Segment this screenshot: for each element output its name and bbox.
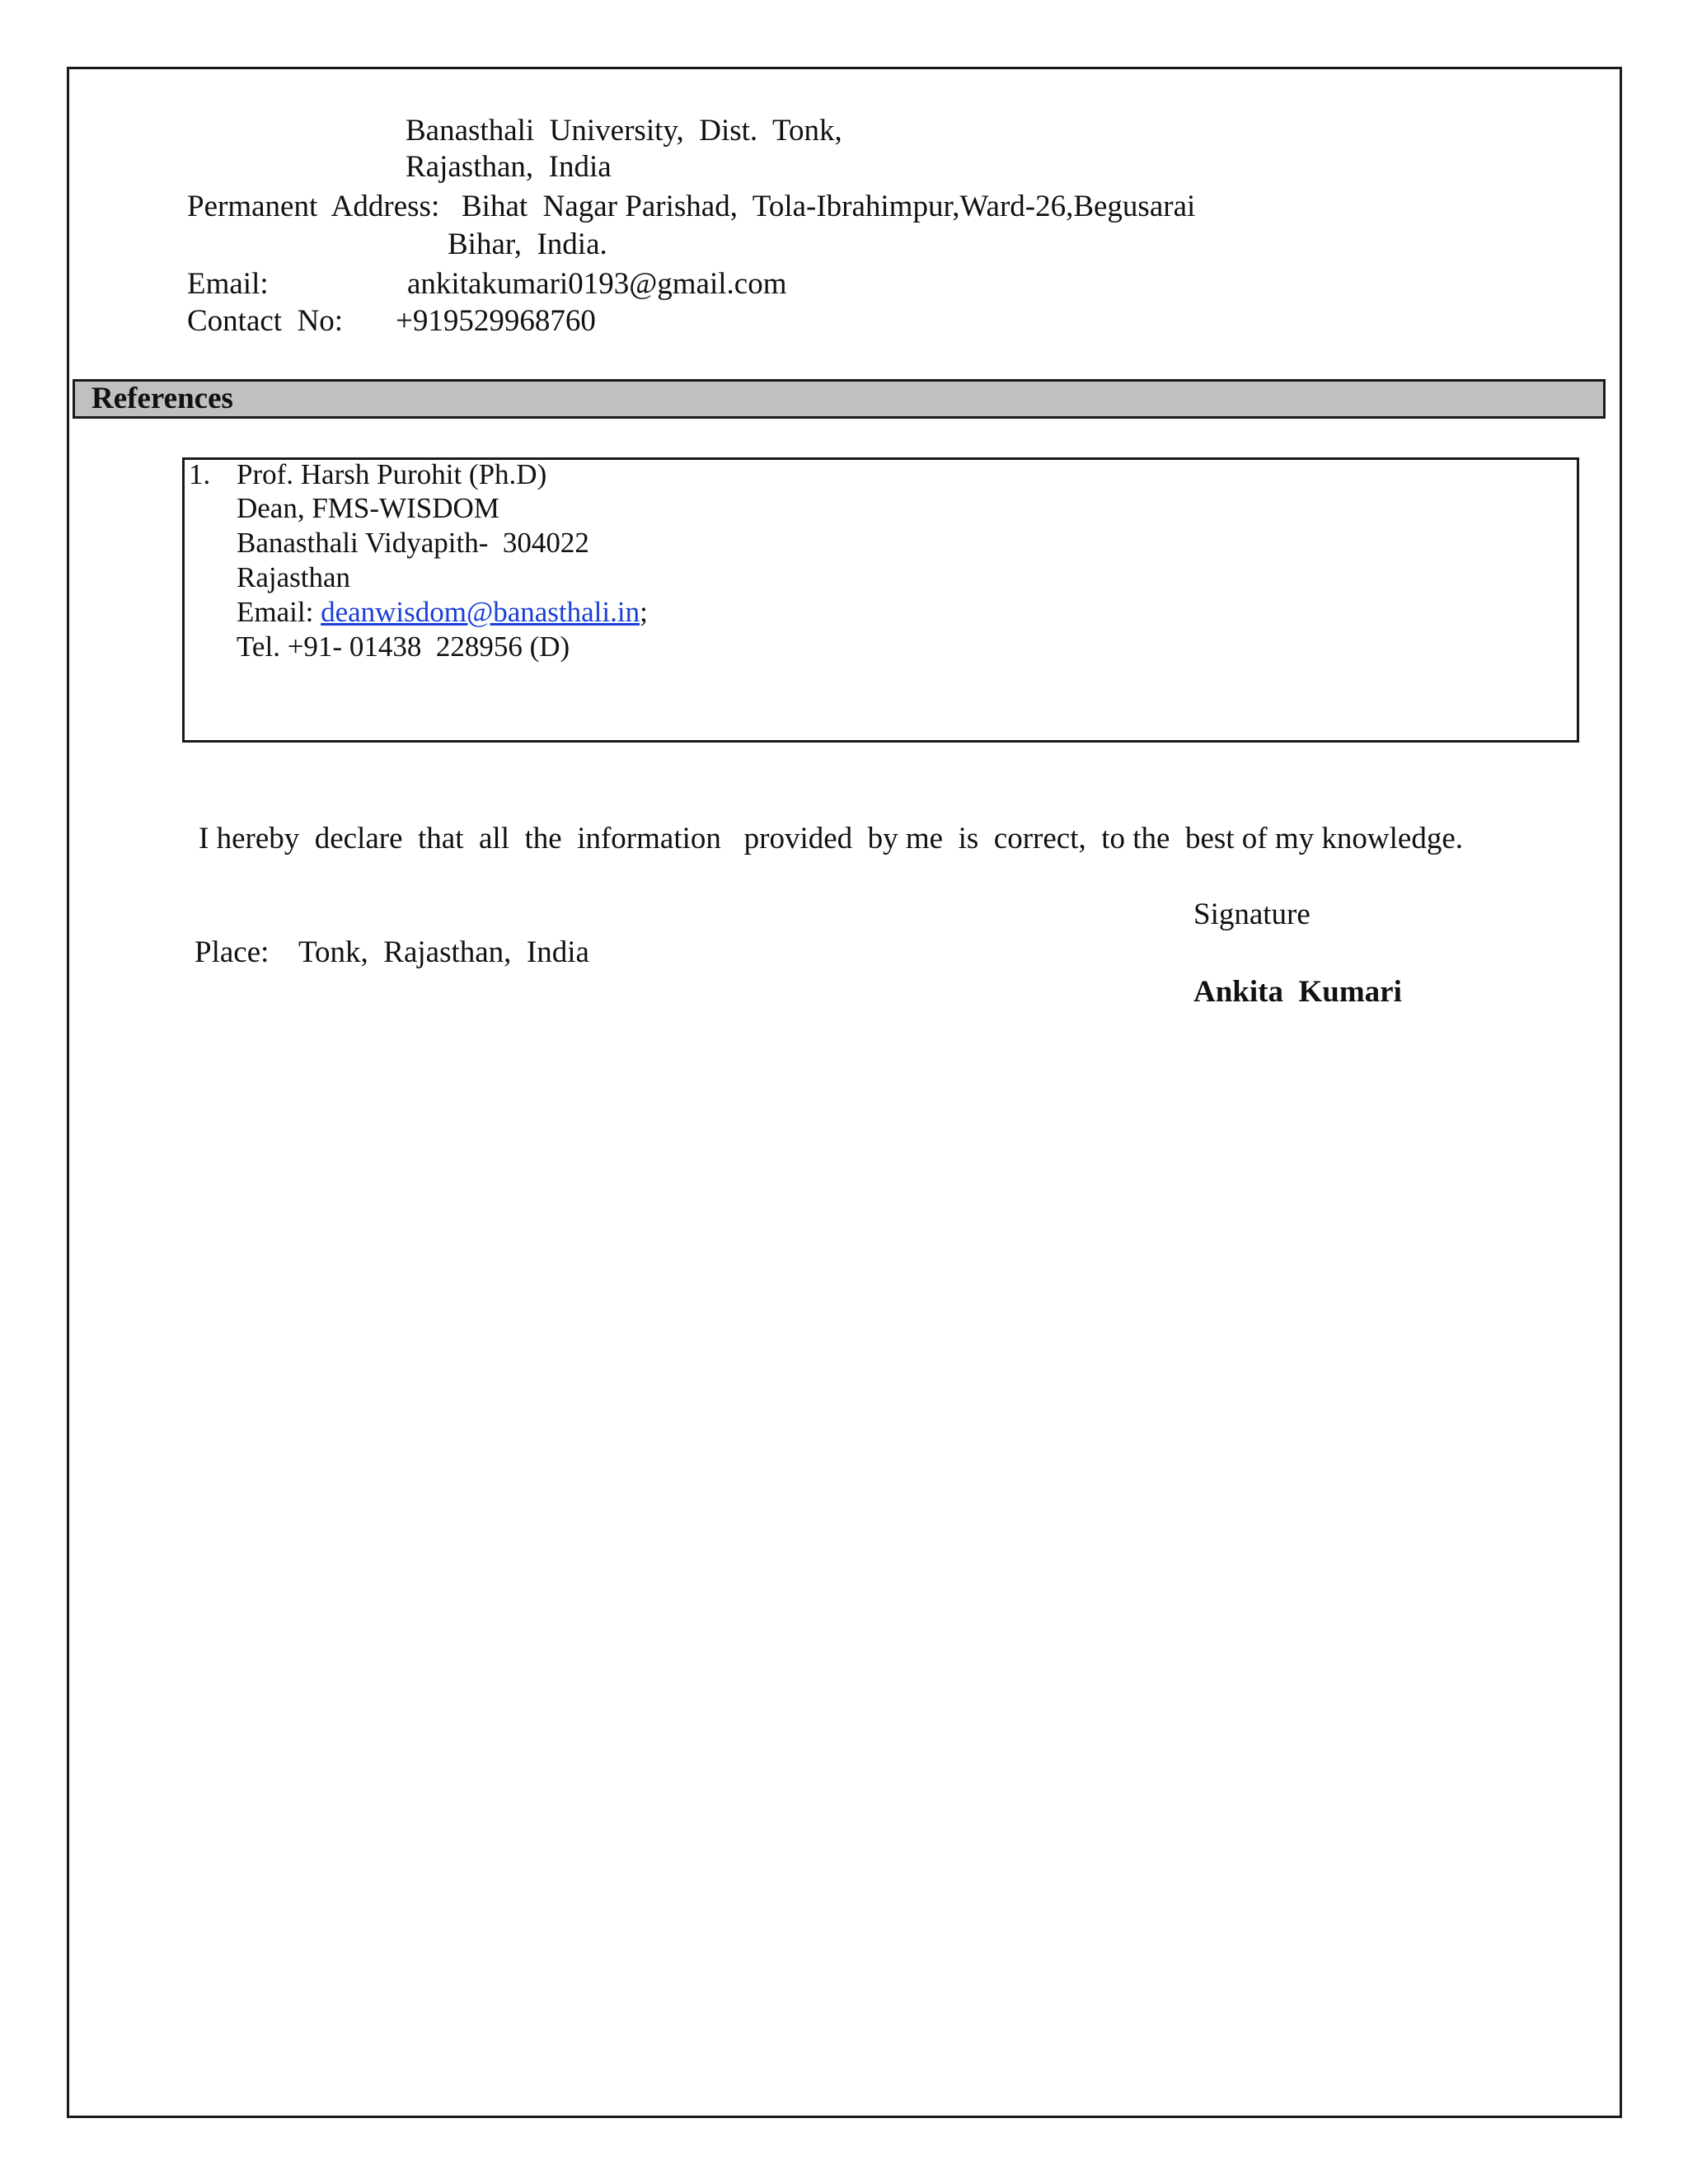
reference-email-link[interactable]: deanwisdom@banasthali.in — [321, 596, 640, 628]
contact-value: +919529968760 — [396, 304, 596, 338]
contact-label: Contact No: — [187, 304, 344, 338]
reference-institution: Banasthali Vidyapith- 304022 — [237, 527, 589, 559]
reference-name: Prof. Harsh Purohit (Ph.D) — [237, 458, 547, 490]
signatory-name: Ankita Kumari — [1193, 975, 1402, 1009]
references-heading: References — [91, 382, 233, 415]
reference-email-label: Email: — [237, 596, 321, 628]
permanent-address-label: Permanent Address: — [187, 190, 440, 223]
email-value: ankitakumari0193@gmail.com — [407, 267, 787, 301]
reference-title: Dean, FMS-WISDOM — [237, 492, 499, 524]
references-header — [73, 379, 1606, 419]
reference-email-suffix: ; — [640, 596, 648, 628]
present-address-line2: Rajasthan, India — [406, 150, 612, 184]
permanent-address-line1: Bihat Nagar Parishad, Tola-Ibrahimpur,Ward-26,Begusarai — [462, 190, 1196, 223]
reference-tel: Tel. +91- 01438 228956 (D) — [237, 630, 570, 663]
present-address-line1: Banasthali University, Dist. Tonk, — [406, 114, 842, 148]
signature-label: Signature — [1193, 898, 1311, 931]
reference-email-row — [237, 595, 648, 630]
place-value: Tonk, Rajasthan, India — [298, 935, 589, 969]
place-label: Place: — [195, 935, 270, 969]
email-label: Email: — [187, 267, 269, 301]
page-border — [67, 67, 1622, 2118]
permanent-address-line2: Bihar, India. — [448, 227, 607, 261]
reference-number: 1. — [189, 458, 211, 490]
reference-state: Rajasthan — [237, 561, 351, 593]
declaration-text: I hereby declare that all the information provided by me is correct, to the best of my knowledge. — [199, 822, 1464, 855]
